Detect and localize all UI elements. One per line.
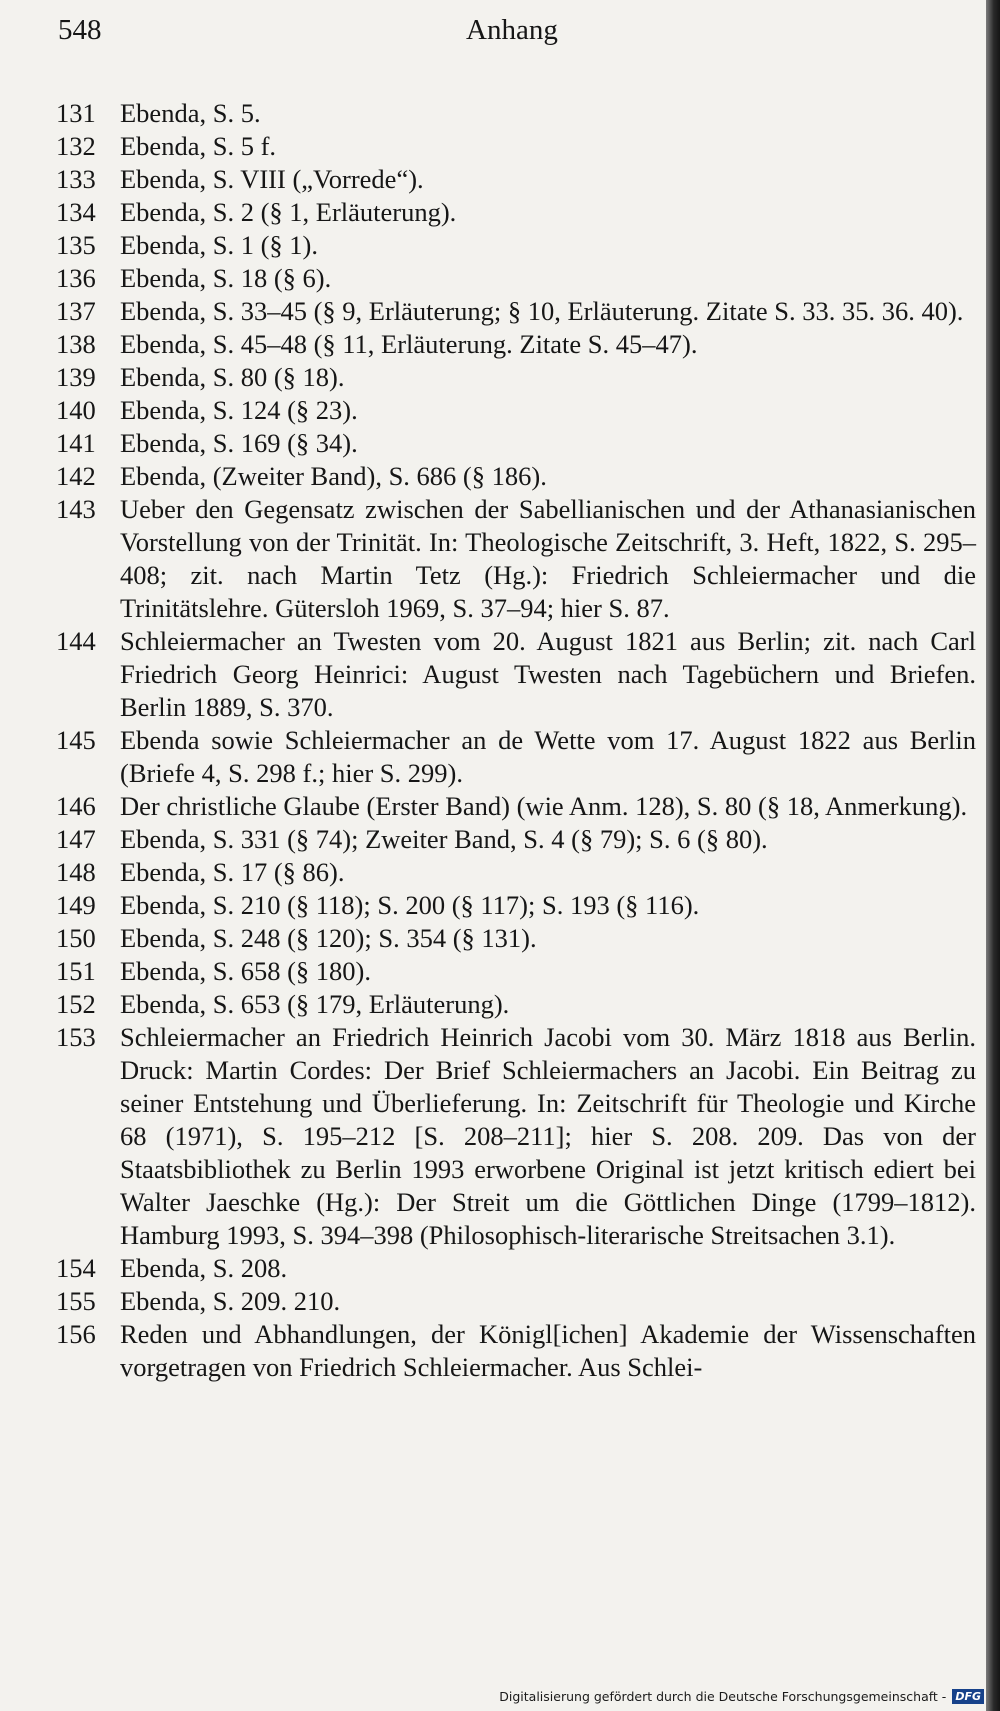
endnote-number: 144 bbox=[56, 626, 96, 656]
endnote-number: 156 bbox=[56, 1319, 96, 1349]
endnote-number: 141 bbox=[56, 428, 96, 458]
endnote-text: Ebenda, S. 653 (§ 179, Erläuterung). bbox=[120, 989, 510, 1019]
endnote-item bbox=[56, 724, 976, 790]
endnote-text: Ebenda, S. 248 (§ 120); S. 354 (§ 131). bbox=[120, 923, 537, 953]
endnote-item bbox=[56, 1021, 976, 1252]
endnote-text: Ebenda, S. 169 (§ 34). bbox=[120, 428, 358, 458]
endnote-item bbox=[56, 856, 976, 889]
endnote-text: Ebenda, S. 208. bbox=[120, 1253, 288, 1283]
endnote-item bbox=[56, 790, 976, 823]
endnote-item bbox=[56, 130, 976, 163]
endnote-item bbox=[56, 1318, 976, 1384]
endnote-text: Ebenda sowie Schleiermacher an de Wette vom 17. August 1822 aus Berlin (Briefe 4, S. 298 f.; hier S. 299). bbox=[120, 725, 976, 788]
running-head bbox=[58, 12, 948, 52]
endnote-item bbox=[56, 922, 976, 955]
endnote-text: Ebenda, S. 658 (§ 180). bbox=[120, 956, 371, 986]
endnote-number: 139 bbox=[56, 362, 96, 392]
endnote-number: 131 bbox=[56, 98, 96, 128]
endnote-number: 140 bbox=[56, 395, 96, 425]
endnote-text: Ueber den Gegensatz zwischen der Sabellianischen und der Athanasianischen Vorstellung von der Trinität. In: Theologische Zeitschrift, 3. Heft, 1822, S. 295–408; zit. nach Martin Tetz (Hg.): Friedrich Schleiermacher und die Trinitätslehre. Gütersloh 1969, S. 37–94; hier S. 87. bbox=[120, 494, 976, 623]
dfg-logo-icon: DFG bbox=[952, 1689, 984, 1704]
page-binding-edge bbox=[986, 0, 1000, 1711]
endnote-item bbox=[56, 328, 976, 361]
endnote-item bbox=[56, 955, 976, 988]
endnote-number: 153 bbox=[56, 1022, 96, 1052]
endnote-number: 137 bbox=[56, 296, 96, 326]
endnote-number: 145 bbox=[56, 725, 96, 755]
endnote-text: Ebenda, S. 124 (§ 23). bbox=[120, 395, 358, 425]
endnote-item bbox=[56, 196, 976, 229]
endnotes-list bbox=[56, 97, 976, 1384]
endnote-item bbox=[56, 823, 976, 856]
endnote-number: 142 bbox=[56, 461, 96, 491]
footer-text: Digitalisierung gefördert durch die Deutsche Forschungsgemeinschaft - bbox=[499, 1688, 947, 1704]
endnote-number: 143 bbox=[56, 494, 96, 524]
endnote-number: 149 bbox=[56, 890, 96, 920]
endnote-number: 151 bbox=[56, 956, 96, 986]
endnote-text: Ebenda, S. 1 (§ 1). bbox=[120, 230, 318, 260]
endnote-text: Ebenda, S. 331 (§ 74); Zweiter Band, S. 4 (§ 79); S. 6 (§ 80). bbox=[120, 824, 768, 854]
endnote-text: Ebenda, S. 209. 210. bbox=[120, 1286, 341, 1316]
endnote-number: 136 bbox=[56, 263, 96, 293]
endnote-item bbox=[56, 625, 976, 724]
endnote-item bbox=[56, 988, 976, 1021]
endnote-text: Ebenda, S. 210 (§ 118); S. 200 (§ 117); S. 193 (§ 116). bbox=[120, 890, 700, 920]
endnote-item bbox=[56, 493, 976, 625]
endnote-text: Ebenda, S. 18 (§ 6). bbox=[120, 263, 332, 293]
endnote-item bbox=[56, 295, 976, 328]
endnote-number: 147 bbox=[56, 824, 96, 854]
endnote-text: Der christliche Glaube (Erster Band) (wie Anm. 128), S. 80 (§ 18, Anmerkung). bbox=[120, 791, 968, 821]
endnote-text: Ebenda, S. 5 f. bbox=[120, 131, 277, 161]
endnote-text: Ebenda, S. 17 (§ 86). bbox=[120, 857, 345, 887]
endnote-number: 132 bbox=[56, 131, 96, 161]
endnote-item bbox=[56, 394, 976, 427]
endnote-item bbox=[56, 262, 976, 295]
endnote-number: 134 bbox=[56, 197, 96, 227]
endnote-item bbox=[56, 97, 976, 130]
endnote-number: 154 bbox=[56, 1253, 96, 1283]
running-title: Anhang bbox=[466, 14, 558, 46]
endnote-number: 138 bbox=[56, 329, 96, 359]
endnote-number: 152 bbox=[56, 989, 96, 1019]
endnote-text: Ebenda, S. 33–45 (§ 9, Erläuterung; § 10, Erläuterung. Zitate S. 33. 35. 36. 40). bbox=[120, 296, 964, 326]
endnote-text: Ebenda, S. 2 (§ 1, Erläuterung). bbox=[120, 197, 457, 227]
digitization-footer bbox=[499, 1687, 984, 1707]
endnote-text: Ebenda, S. VIII („Vorrede“). bbox=[120, 164, 424, 194]
endnote-text: Reden und Abhandlungen, der Königl[ichen] Akademie der Wissenschaften vorgetragen von Friedrich Schleiermacher. Aus Schlei- bbox=[120, 1319, 976, 1382]
endnote-item bbox=[56, 460, 976, 493]
endnote-number: 133 bbox=[56, 164, 96, 194]
endnote-text: Ebenda, S. 80 (§ 18). bbox=[120, 362, 345, 392]
endnote-item bbox=[56, 1285, 976, 1318]
endnote-item bbox=[56, 889, 976, 922]
endnote-text: Ebenda, S. 45–48 (§ 11, Erläuterung. Zitate S. 45–47). bbox=[120, 329, 698, 359]
endnote-text: Schleiermacher an Friedrich Heinrich Jacobi vom 30. März 1818 aus Berlin. Druck: Martin Cordes: Der Brief Schleiermachers an Jacobi. Ein Beitrag zu seiner Entstehung und Überlieferung. In: Zeitschrift für Theologie und Kirche 68 (1971), S. 195–212 [S. 208–211]; hier S. 208. 209. Das von der Staatsbibliothek zu Berlin 1993 erworbene Original ist jetzt kritisch ediert bei Walter Jaeschke (Hg.): Der Streit um die Göttlichen Dinge (1799–1812). Hamburg 1993, S. 394–398 (Philosophisch-literarische Streitsachen 3.1). bbox=[120, 1022, 976, 1250]
endnote-item bbox=[56, 361, 976, 394]
endnote-item bbox=[56, 229, 976, 262]
endnote-item bbox=[56, 1252, 976, 1285]
endnote-text: Ebenda, S. 5. bbox=[120, 98, 261, 128]
endnote-text: Schleiermacher an Twesten vom 20. August 1821 aus Berlin; zit. nach Carl Friedrich Georg Heinrici: August Twesten nach Tagebüchern und Briefen. Berlin 1889, S. 370. bbox=[120, 626, 976, 722]
endnote-number: 150 bbox=[56, 923, 96, 953]
endnote-item bbox=[56, 427, 976, 460]
endnote-number: 146 bbox=[56, 791, 96, 821]
endnote-item bbox=[56, 163, 976, 196]
endnote-number: 148 bbox=[56, 857, 96, 887]
page-number: 548 bbox=[58, 14, 102, 46]
endnote-text: Ebenda, (Zweiter Band), S. 686 (§ 186). bbox=[120, 461, 547, 491]
endnote-number: 155 bbox=[56, 1286, 96, 1316]
endnote-number: 135 bbox=[56, 230, 96, 260]
